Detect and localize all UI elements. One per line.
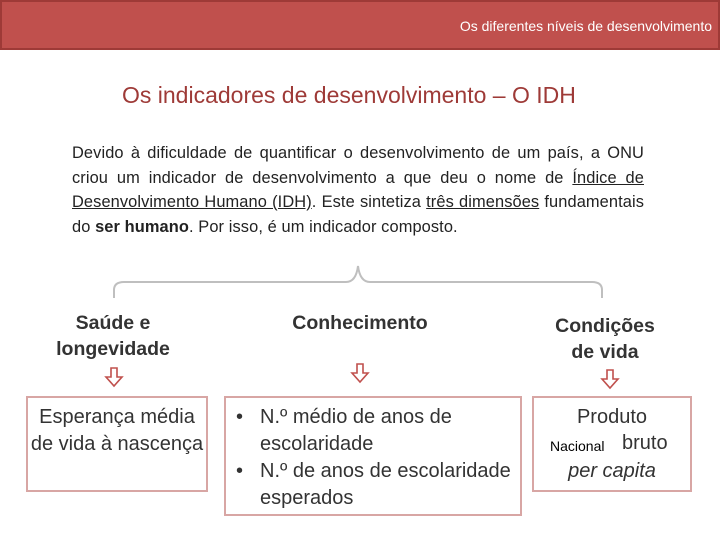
grouping-brace — [108, 262, 608, 302]
living-indicator-line3: per capita — [568, 460, 656, 482]
living-indicator-overlay: Nacional — [550, 438, 605, 454]
list-item — [234, 404, 514, 458]
bullet: • — [236, 460, 244, 482]
down-arrow-icon — [600, 368, 620, 390]
list-item — [234, 458, 514, 512]
knowledge-item-text: N.º médio de anos de escolaridade — [260, 406, 452, 455]
health-indicator-text: Esperança média de vida à nascença — [30, 406, 204, 455]
intro-text-1: Devido à dificuldade de quantificar o desenvolvimento de um país, a ONU criou um indicador de desenvolvimento a que deu o nome de — [72, 144, 644, 187]
intro-paragraph — [72, 141, 644, 239]
idh-underlined: Índice de Desenvolvimento Humano (IDH) — [72, 168, 644, 211]
bullet: • — [236, 406, 244, 428]
human-bold: ser humano — [95, 217, 189, 236]
health-indicator-box — [26, 396, 208, 492]
knowledge-item-text: N.º de anos de escolaridade esperados — [260, 460, 511, 509]
slide-title: Os indicadores de desenvolvimento – O IDH — [122, 82, 576, 108]
dimensions-underlined: três dimensões — [426, 193, 540, 211]
intro-text-2: . Este sintetiza — [311, 193, 427, 211]
header-title: Os diferentes níveis de desenvolvimento — [459, 18, 712, 34]
knowledge-indicator-list — [234, 404, 514, 512]
category-living-conditions: Condições de vida — [555, 315, 655, 363]
living-conditions-indicator-box — [532, 396, 692, 492]
header-bar — [0, 0, 720, 50]
category-health: Saúde e longevidade — [56, 312, 170, 360]
down-arrow-icon — [350, 362, 370, 384]
intro-text-4: . Por isso, é um indicador composto. — [189, 217, 458, 236]
knowledge-indicator-box — [224, 396, 522, 516]
intro-text-3: fundamentais do — [72, 193, 644, 236]
down-arrow-icon — [104, 366, 124, 388]
category-knowledge: Conhecimento — [292, 312, 428, 334]
living-indicator-line2: bruto — [622, 432, 668, 454]
living-indicator-line1: Produto — [576, 406, 648, 428]
